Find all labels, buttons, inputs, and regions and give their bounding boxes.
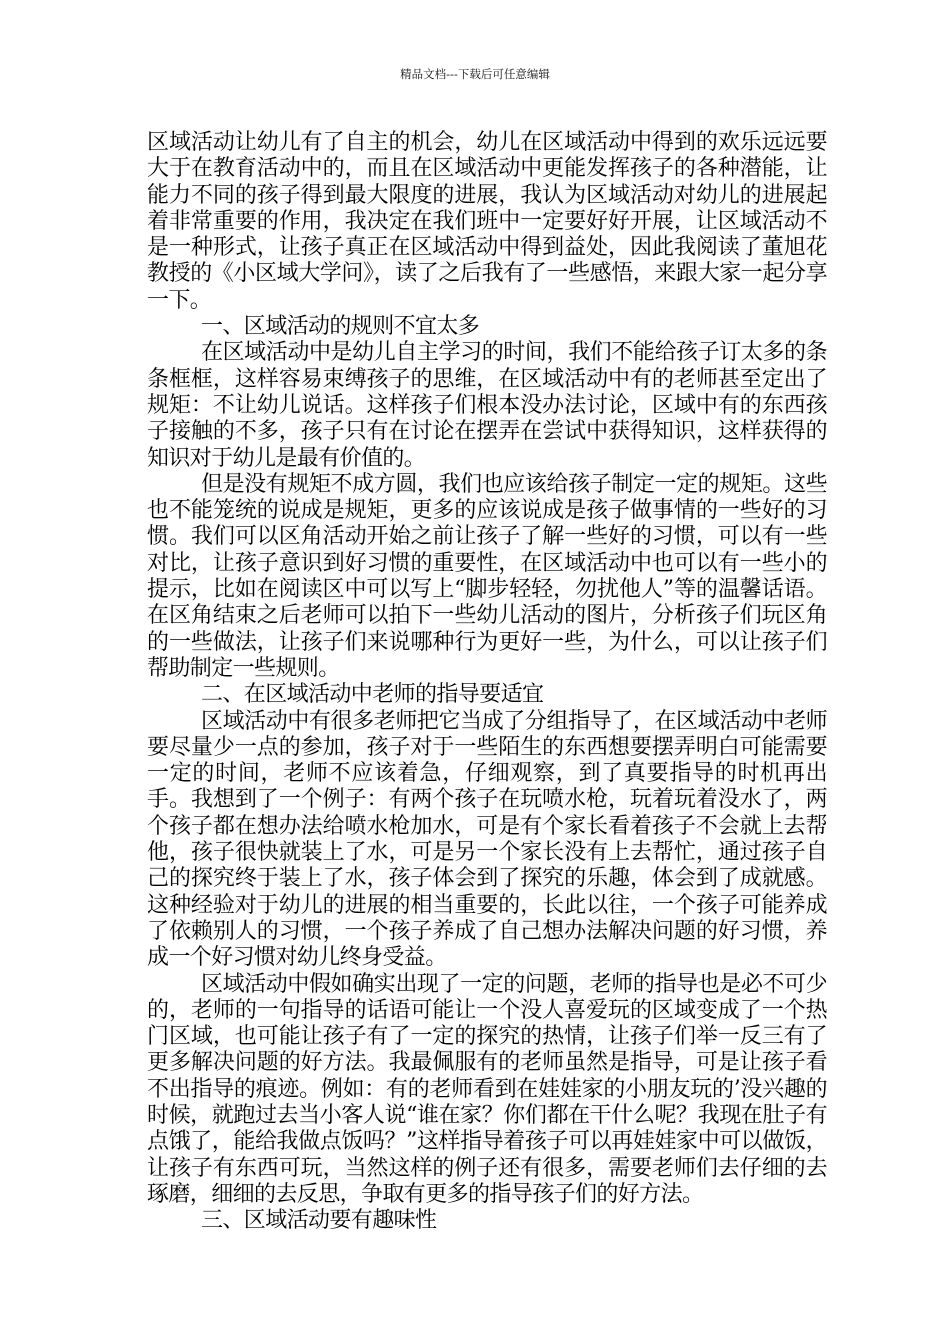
paragraph: 区域活动中假如确实出现了一定的问题，老师的指导也是必不可少的，老师的一句指导的话语可能让一个没人喜爱玩的区域变成了一个热门区域，也可能让孩子有了一定的探究的热情，让孩子们举一反三有了更多解决问题的好方法。我最佩服有的老师虽然是指导，可是让孩子看不出指导的痕迹。例如：有的老师看到在娃娃家的小朋友玩的’没兴趣的时候，就跑过去当小客人说“谁在家？你们都在干什么呢？我现在肚子有点饿了，能给我做点饭吗？”这样指导着孩子可以再娃娃家中可以做饭，让孩子有东西可玩，当然这样的例子还有很多，需要老师们去仔细的去琢磨，细细的去反思，争取有更多的指导孩子们的好方法。 (147, 971, 827, 1207)
paragraph-intro: 区域活动让幼儿有了自主的机会，幼儿在区域活动中得到的欢乐远远要大于在教育活动中的，而且在区域活动中更能发挥孩子的各种潜能，让能力不同的孩子得到最大限度的进展，我认为区域活动对幼儿的进展起着非常重要的作用，我决定在我们班中一定要好好开展，让区域活动不是一种形式，让孩子真正在区域活动中得到益处，因此我阅读了董旭花教授的《小区域大学问》，读了之后我有了一些感悟，来跟大家一起分享一下。 (147, 130, 827, 313)
paragraph: 但是没有规矩不成方圆，我们也应该给孩子制定一定的规矩。这些也不能笼统的说成是规矩，更多的应该说成是孩子做事情的一些好的习惯。我们可以区角活动开始之前让孩子了解一些好的习惯，可以有一些对比，让孩子意识到好习惯的重要性，在区域活动中也可以有一些小的提示，比如在阅读区中可以写上“脚步轻轻，勿扰他人”等的温馨话语。在区角结束之后老师可以拍下一些幼儿活动的图片，分析孩子们玩区角的一些做法，让孩子们来说哪种行为更好一些，为什么，可以让孩子们帮助制定一些规则。 (147, 471, 827, 681)
document-body (147, 130, 827, 1234)
section-heading-2: 二、在区域活动中老师的指导要适宜 (201, 682, 544, 708)
section-heading-1: 一、区域活动的规则不宜太多 (201, 314, 480, 340)
paragraph: 区域活动中有很多老师把它当成了分组指导了，在区域活动中老师要尽量少一点的参加，孩子对于一些陌生的东西想要摆弄明白可能需要一定的时间，老师不应该着急，仔细观察，到了真要指导的时机再出手。我想到了一个例子：有两个孩子在玩喷水枪，玩着玩着没水了，两个孩子都在想办法给喷水枪加水，可是有个家长看着孩子不会就上去帮他，孩子很快就装上了水，可是另一个家长没有上去帮忙，通过孩子自己的探究终于装上了水，孩子体会到了探究的乐趣，体会到了成就感。这种经验对于幼儿的进展的相当重要的，长此以往，一个孩子可能养成了依赖别人的习惯，一个孩子养成了自己想办法解决问题的好习惯，养成一个好习惯对幼儿终身受益。 (147, 708, 827, 971)
paragraph: 在区域活动中是幼儿自主学习的时间，我们不能给孩子订太多的条条框框，这样容易束缚孩子的思维，在区域活动中有的老师甚至定出了规矩：不让幼儿说话。这样孩子们根本没办法讨论，区域中有的东西孩子接触的不多，孩子只有在讨论在摆弄在尝试中获得知识，这样获得的知识对于幼儿是最有价值的。 (147, 340, 827, 471)
page-header: 精品文档---下载后可任意编辑 (400, 67, 550, 81)
section-heading-3: 三、区域活动要有趣味性 (201, 1208, 437, 1234)
